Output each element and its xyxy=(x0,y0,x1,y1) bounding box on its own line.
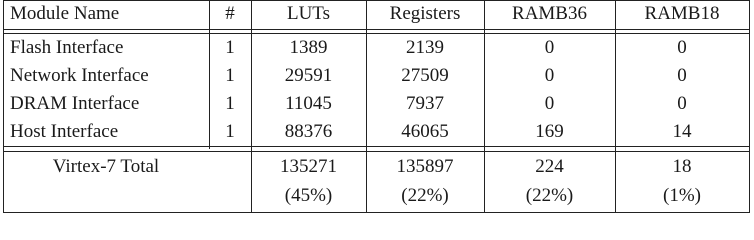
luts-cell: 29591 xyxy=(284,65,333,86)
registers-cell: 46065 xyxy=(401,121,449,142)
module-name-cell: Flash Interface xyxy=(10,37,124,58)
luts-cell: 11045 xyxy=(285,93,332,114)
ramb18-cell: 0 xyxy=(677,93,687,114)
header-ramb36: RAMB36 xyxy=(512,3,587,24)
total-luts: 135271 xyxy=(280,156,337,177)
table-border-right xyxy=(749,0,750,213)
total-rule xyxy=(3,151,750,152)
total-luts-percent: (45%) xyxy=(284,185,333,206)
header-registers: Registers xyxy=(389,3,461,24)
registers-cell: 27509 xyxy=(401,65,449,86)
header-module-name: Module Name xyxy=(10,3,120,24)
total-label: Virtex-7 Total xyxy=(52,156,160,177)
total-ramb36-percent: (22%) xyxy=(525,185,574,206)
resource-utilization-table xyxy=(3,0,750,213)
luts-cell: 88376 xyxy=(284,121,333,142)
module-name-cell: Network Interface xyxy=(10,65,149,86)
total-registers: 135897 xyxy=(396,156,454,177)
ramb36-cell: 169 xyxy=(535,121,564,142)
ramb36-cell: 0 xyxy=(544,93,555,114)
registers-cell: 7937 xyxy=(406,93,444,114)
module-name-cell: Host Interface xyxy=(10,121,119,142)
total-registers-percent: (22%) xyxy=(401,185,449,206)
total-ramb36: 224 xyxy=(535,156,564,177)
count-cell: 1 xyxy=(225,37,235,58)
registers-cell: 2139 xyxy=(406,37,444,58)
module-name-cell: DRAM Interface xyxy=(10,93,140,114)
header-rule xyxy=(3,29,750,30)
header-count: # xyxy=(225,3,235,24)
header-ramb18: RAMB18 xyxy=(644,3,720,24)
count-cell: 1 xyxy=(225,121,235,142)
ramb36-cell: 0 xyxy=(544,65,555,86)
ramb18-cell: 14 xyxy=(672,121,692,142)
count-cell: 1 xyxy=(225,65,235,86)
ramb18-cell: 0 xyxy=(677,37,687,58)
luts-cell: 1389 xyxy=(289,37,328,58)
header-luts: LUTs xyxy=(286,3,330,24)
count-cell: 1 xyxy=(225,93,235,114)
total-ramb18: 18 xyxy=(672,156,692,177)
table-border-bottom xyxy=(3,212,750,213)
ramb18-cell: 0 xyxy=(677,65,687,86)
total-rule xyxy=(3,146,750,147)
ramb36-cell: 0 xyxy=(544,37,555,58)
total-ramb18-percent: (1%) xyxy=(663,185,701,206)
